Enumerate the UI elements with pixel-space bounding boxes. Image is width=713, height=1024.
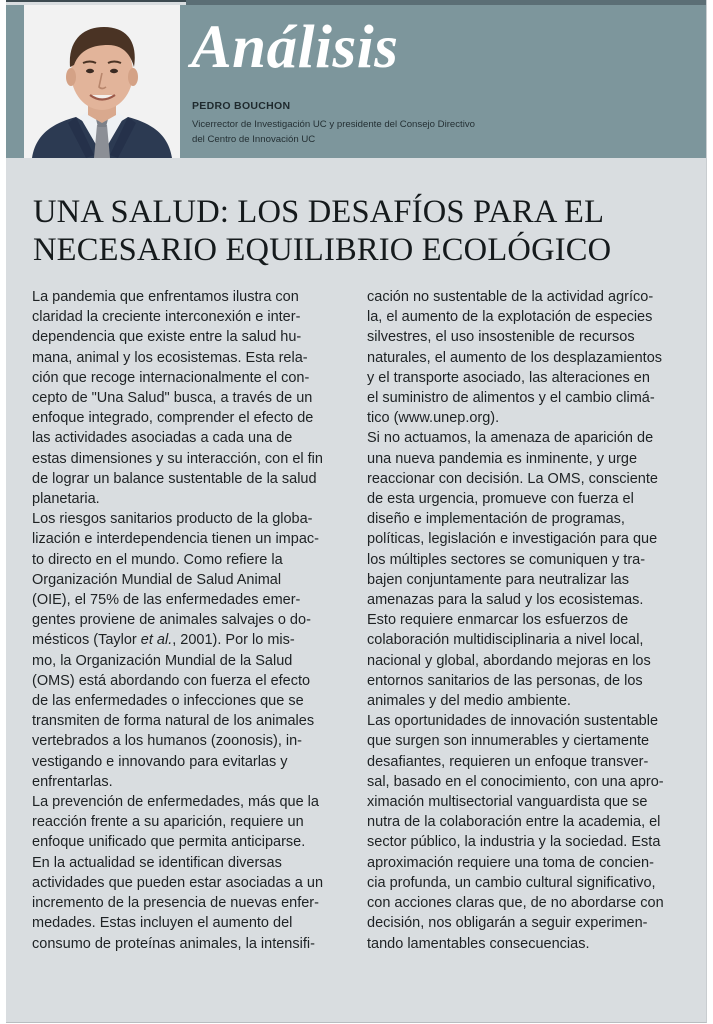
body-text-line: silvestres, el uso insostenible de recursos — [367, 329, 635, 346]
body-text-line: (OMS) está abordando con fuerza el efecto — [32, 672, 311, 689]
body-text-line: Las oportunidades de innovación sustentable — [367, 713, 659, 730]
body-text-line: de lograr un balance sustentable de la salud — [32, 470, 317, 487]
body-text-line: to directo en el mundo. Como refiere la — [32, 551, 283, 568]
body-text-line: La pandemia que enfrentamos ilustra con — [32, 289, 299, 305]
body-text-line: aproximación requiere una toma de concien- — [367, 854, 654, 871]
body-text-line: La prevención de enfermedades, más que la — [32, 794, 319, 811]
body-text-line: sector público, la industria y la sociedad. Esta — [367, 834, 661, 851]
headline-line: NECESARIO EQUILIBRIO ECOLÓGICO — [33, 232, 612, 268]
body-text-line: naturales, el aumento de los desplazamientos — [367, 349, 663, 366]
column-header — [6, 5, 706, 158]
body-text-line: políticas, legislación e investigación para que — [367, 531, 658, 548]
body-text-line: enfoque integrado, comprender el efecto de — [32, 410, 314, 427]
body-text-line: nacional y global, abordando mejoras en los — [367, 652, 651, 669]
article-body-left-column — [32, 287, 337, 954]
body-text-line: Organización Mundial de Salud Animal — [32, 571, 282, 588]
body-text-line: desafiantes, requieren un enfoque transver- — [367, 753, 649, 770]
body-text-line: tando lamentables consecuencias. — [367, 935, 590, 952]
body-text-line: consumo de proteínas animales, la intensifi- — [32, 935, 315, 952]
body-text-line: las actividades asociadas a cada una de — [32, 430, 293, 447]
body-text-line: diseño e implementación de programas, — [367, 511, 625, 528]
body-text-line: animales y del medio ambiente. — [367, 693, 571, 710]
body-text-line: y el transporte asociado, las alteraciones en — [367, 369, 650, 386]
body-text-line: claridad la creciente interconexión e inter- — [32, 309, 301, 326]
top-rule — [6, 0, 186, 2]
body-text-line: cepto de "Una Salud" busca, a través de un — [32, 390, 313, 407]
body-text-line: amenazas para la salud y los ecosistemas. — [367, 592, 644, 609]
body-text-line: la, el aumento de la explotación de especies — [367, 309, 653, 326]
body-text-line: decisión, nos obligarán a seguir experimen- — [367, 915, 648, 932]
body-text-line: una nueva pandemia es inminente, y urge — [367, 450, 638, 467]
author-role-line: del Centro de Innovación UC — [192, 134, 316, 145]
body-text-line: tico (www.unep.org). — [367, 410, 500, 427]
body-text-line: vertebrados a los humanos (zoonosis), in- — [32, 733, 302, 750]
body-text-line: ción que recoge internacionalmente el con- — [32, 369, 310, 386]
body-text-line: medades. Estas incluyen el aumento del — [32, 915, 293, 932]
author-photo — [24, 5, 180, 158]
article-headline — [33, 193, 673, 269]
article-body-right-column — [367, 287, 672, 954]
author-name: PEDRO BOUCHON — [192, 100, 291, 112]
body-text-line: mo, la Organización Mundial de la Salud — [32, 652, 293, 669]
body-text-line: enfoque unificado que permita anticiparse. — [32, 834, 306, 851]
body-text-line: estas dimensiones y su interacción, con el fin — [32, 450, 323, 467]
body-text-line: lización e interdependencia tienen un impac- — [32, 531, 319, 548]
body-text-line: Los riesgos sanitarios producto de la globa- — [32, 511, 313, 528]
body-text-line: (OIE), el 75% de las enfermedades emer- — [32, 592, 301, 609]
body-text-line: actividades que pueden estar asociadas a un — [32, 874, 324, 891]
body-text-line: enfrentarlas. — [32, 773, 113, 790]
section-title: Análisis — [191, 14, 399, 81]
body-text-line: el suministro de alimentos y el cambio climá- — [367, 390, 655, 407]
body-text-line: Si no actuamos, la amenaza de aparición de — [367, 430, 654, 447]
body-text-line: En la actualidad se identifican diversas — [32, 854, 282, 871]
body-text-line: de las enfermedades o infecciones que se — [32, 693, 304, 710]
body-text-line: los múltiples sectores se comuniquen y tra- — [367, 551, 646, 568]
author-role — [192, 117, 532, 147]
author-portrait-icon — [24, 5, 180, 158]
body-text-line: bajen conjuntamente para neutralizar las — [367, 571, 629, 588]
body-text-line: cia profunda, un cambio cultural significativo, — [367, 874, 656, 891]
body-text-line: vestigando e innovando para evitarlas y — [32, 753, 288, 770]
body-text-line: gentes proviene de animales salvajes o do- — [32, 612, 311, 629]
body-text-line: planetaria. — [32, 491, 100, 508]
body-text-line: que surgen son innumerables y ciertamente — [367, 733, 650, 750]
body-text-line: sal, basado en el conocimiento, con una apro- — [367, 773, 664, 790]
body-text-line: reaccionar con decisión. La OMS, consciente — [367, 470, 658, 487]
author-role-line: Vicerrector de Investigación UC y presidente del Consejo Directivo — [192, 119, 475, 130]
body-text-line: mésticos (Taylor et al., 2001). Por lo mis- — [32, 632, 295, 649]
body-text-line: Esto requiere enmarcar los esfuerzos de — [367, 612, 629, 629]
body-text-line: de esta urgencia, promueve con fuerza el — [367, 491, 634, 508]
body-text-line: reacción frente a su aparición, requiere un — [32, 814, 304, 831]
newspaper-page — [6, 0, 707, 1023]
body-text-line: incremento de la presencia de nuevas enfer- — [32, 895, 319, 912]
headline-line: UNA SALUD: LOS DESAFÍOS PARA EL — [33, 194, 605, 230]
body-text-line: con acciones claras que, de no abordarse con — [367, 895, 664, 912]
body-text-line: transmiten de forma natural de los animales — [32, 713, 315, 730]
body-text-line: ximación multisectorial vanguardista que se — [367, 794, 648, 811]
body-text-line: mana, animal y los ecosistemas. Esta rela- — [32, 349, 308, 366]
body-text-line: cación no sustentable de la actividad agríco- — [367, 289, 654, 305]
body-text-line: nutra de la colaboración entre la academia, el — [367, 814, 661, 831]
body-text-line: colaboración multidisciplinaria a nivel local, — [367, 632, 644, 649]
body-text-line: entornos sanitarios de las personas, de los — [367, 672, 643, 689]
body-text-line: dependencia que existe entre la salud hu- — [32, 329, 302, 346]
